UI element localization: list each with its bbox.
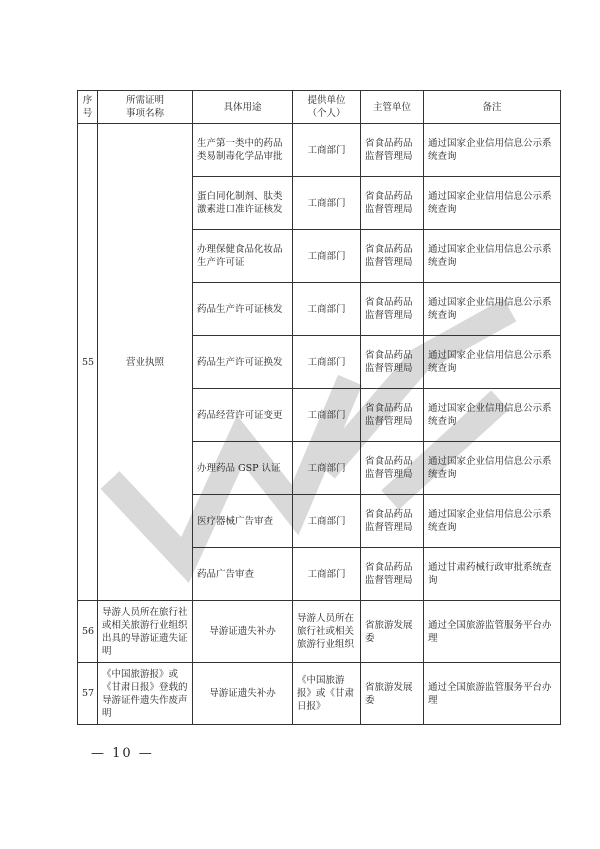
table-header-row: [78, 91, 561, 124]
row-authority: 省食品药品监督管理局: [361, 283, 424, 336]
row-purpose: 导游证遗失补办: [193, 663, 293, 725]
header-authority: 主管单位: [361, 91, 424, 124]
row-authority: 省旅游发展委: [361, 601, 424, 663]
row-remark: 通过国家企业信用信息公示系统查询: [424, 177, 561, 230]
row-remark: 通过甘肃药械行政审批系统查询: [424, 548, 561, 601]
row-purpose: 药品经营许可证变更: [193, 389, 293, 442]
row-provider: 工商部门: [293, 124, 361, 177]
row-provider: 工商部门: [293, 442, 361, 495]
row-authority: 省食品药品监督管理局: [361, 177, 424, 230]
row-authority: 省食品药品监督管理局: [361, 389, 424, 442]
header-no: 序 号: [78, 91, 98, 124]
row-no: 55: [78, 124, 98, 601]
table-row: [78, 124, 561, 177]
row-purpose: 蛋白同化制剂、肽类激素进口准许证核发: [193, 177, 293, 230]
row-purpose: 导游证遗失补办: [193, 601, 293, 663]
row-no: 56: [78, 601, 98, 663]
row-provider: 《中国旅游报》或《甘肃日报》: [293, 663, 361, 725]
header-purpose: 具体用途: [193, 91, 293, 124]
row-provider: 工商部门: [293, 230, 361, 283]
header-item: 所需证明 事项名称: [98, 91, 193, 124]
row-authority: 省旅游发展委: [361, 663, 424, 725]
row-remark: 通过国家企业信用信息公示系统查询: [424, 389, 561, 442]
row-authority: 省食品药品监督管理局: [361, 442, 424, 495]
row-provider: 工商部门: [293, 177, 361, 230]
row-provider: 工商部门: [293, 283, 361, 336]
row-authority: 省食品药品监督管理局: [361, 336, 424, 389]
header-provider: 提供单位 （个人）: [293, 91, 361, 124]
row-purpose: 办理保健食品化妆品生产许可证: [193, 230, 293, 283]
row-authority: 省食品药品监督管理局: [361, 495, 424, 548]
row-purpose: 药品广告审查: [193, 548, 293, 601]
row-remark: 通过全国旅游监管服务平台办理: [424, 663, 561, 725]
row-remark: 通过国家企业信用信息公示系统查询: [424, 495, 561, 548]
row-purpose: 药品生产许可证换发: [193, 336, 293, 389]
row-remark: 通过国家企业信用信息公示系统查询: [424, 442, 561, 495]
row-item: 营业执照: [98, 124, 193, 601]
row-remark: 通过国家企业信用信息公示系统查询: [424, 283, 561, 336]
row-item: 导游人员所在旅行社或相关旅游行业组织出具的导游证遗失证明: [98, 601, 193, 663]
row-item: 《中国旅游报》或《甘肃日报》登载的导游证件遗失作废声明: [98, 663, 193, 725]
row-remark: 通过国家企业信用信息公示系统查询: [424, 336, 561, 389]
row-no: 57: [78, 663, 98, 725]
row-remark: 通过国家企业信用信息公示系统查询: [424, 124, 561, 177]
row-purpose: 办理药品 GSP 认证: [193, 442, 293, 495]
page-number: — 10 —: [91, 746, 154, 761]
row-provider: 工商部门: [293, 548, 361, 601]
row-provider: 工商部门: [293, 495, 361, 548]
row-remark: 通过全国旅游监管服务平台办理: [424, 601, 561, 663]
row-purpose: 生产第一类中的药品类易制毒化学品审批: [193, 124, 293, 177]
row-provider: 工商部门: [293, 336, 361, 389]
certificate-table: [77, 90, 561, 725]
row-authority: 省食品药品监督管理局: [361, 548, 424, 601]
table-row: [78, 663, 561, 725]
row-purpose: 医疗器械广告审查: [193, 495, 293, 548]
row-provider: 导游人员所在旅行社或相关旅游行业组织: [293, 601, 361, 663]
header-remark: 备注: [424, 91, 561, 124]
table-row: [78, 601, 561, 663]
row-purpose: 药品生产许可证核发: [193, 283, 293, 336]
row-remark: 通过国家企业信用信息公示系统查询: [424, 230, 561, 283]
row-authority: 省食品药品监督管理局: [361, 124, 424, 177]
row-authority: 省食品药品监督管理局: [361, 230, 424, 283]
row-provider: 工商部门: [293, 389, 361, 442]
